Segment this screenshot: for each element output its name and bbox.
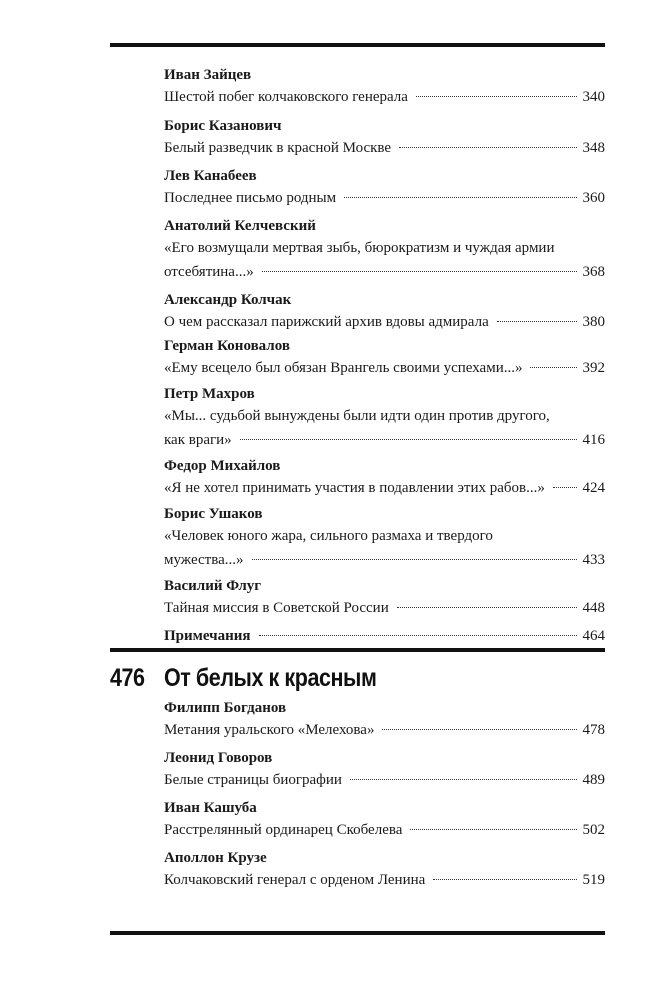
dot-leader: [553, 487, 577, 488]
entry-author: Лев Канабеев: [164, 168, 257, 184]
entry-author: Иван Зайцев: [164, 67, 252, 83]
entry-page: 348: [582, 140, 605, 156]
entry-title-line: [164, 356, 605, 380]
entry-title-line: [164, 136, 605, 160]
dot-leader: [382, 729, 576, 730]
toc-entry[interactable]: [164, 336, 605, 380]
entry-title: Белые страницы биографии: [164, 772, 342, 788]
entry-title-line: [164, 260, 605, 284]
notes-label: Примечания: [164, 628, 251, 644]
entry-title: Тайная миссия в Советской России: [164, 600, 389, 616]
entry-page: 519: [582, 872, 605, 888]
entry-page: 360: [582, 190, 605, 206]
entry-title-cont: как враги»: [164, 432, 232, 448]
entry-author: Филипп Богданов: [164, 700, 287, 716]
toc-entry[interactable]: [164, 166, 605, 210]
toc-entry[interactable]: [164, 798, 605, 842]
entry-page: 478: [582, 722, 605, 738]
dot-leader: [416, 96, 577, 97]
entry-title-line: [164, 868, 605, 892]
toc-notes-entry[interactable]: [164, 624, 605, 648]
entry-author: Герман Коновалов: [164, 338, 290, 354]
dot-leader: [397, 607, 577, 608]
toc-entry[interactable]: [164, 848, 605, 892]
entry-author: Иван Кашуба: [164, 800, 257, 816]
top-rule: [110, 43, 605, 47]
entry-author: Аполлон Крузе: [164, 850, 267, 866]
section-page-number: 476: [110, 664, 145, 692]
entry-page: 368: [582, 264, 605, 280]
section-title: От белых к красным: [164, 664, 377, 692]
entry-author: Александр Колчак: [164, 292, 292, 308]
toc-entry[interactable]: [164, 216, 605, 284]
entry-page: 489: [582, 772, 605, 788]
entry-author: Леонид Говоров: [164, 750, 273, 766]
entry-title-line: [164, 548, 605, 572]
entry-title: Белый разведчик в красной Москве: [164, 140, 392, 156]
toc-entry[interactable]: [164, 116, 605, 160]
entry-title-line: [164, 85, 605, 109]
bottom-rule: [110, 931, 605, 935]
dot-leader: [262, 271, 577, 272]
entry-title: Метания уральского «Мелехова»: [164, 722, 375, 738]
notes-line: [164, 624, 605, 648]
entry-title-line: [164, 768, 605, 792]
toc-entry[interactable]: [164, 576, 605, 620]
entry-title-line: [164, 186, 605, 210]
entry-page: 416: [582, 432, 605, 448]
entry-page: 433: [582, 552, 605, 568]
entry-title-line: [164, 718, 605, 742]
entry-author: Федор Михайлов: [164, 458, 281, 474]
entry-title-line: [164, 596, 605, 620]
entry-title-line: [164, 818, 605, 842]
entry-author: Василий Флуг: [164, 578, 262, 594]
entry-title: «Я не хотел принимать участия в подавлении этих рабов...»: [164, 480, 545, 496]
dot-leader: [344, 197, 576, 198]
dot-leader: [259, 635, 577, 636]
entry-author: Петр Махров: [164, 386, 255, 402]
entry-title-cont: отсебятина...»: [164, 264, 254, 280]
entry-title: «Человек юного жара, сильного размаха и твердого: [164, 528, 493, 544]
entry-title-line: [164, 476, 605, 500]
entry-title-line: [164, 310, 605, 334]
entry-title: Последнее письмо родным: [164, 190, 337, 206]
dot-leader: [350, 779, 577, 780]
dot-leader: [410, 829, 576, 830]
entry-title: О чем рассказал парижский архив вдовы адмирала: [164, 314, 489, 330]
toc-entry[interactable]: [164, 384, 605, 452]
dot-leader: [399, 147, 576, 148]
toc-entry[interactable]: [164, 698, 605, 742]
toc-entry[interactable]: [164, 65, 605, 109]
toc-entry[interactable]: [164, 748, 605, 792]
entry-author: Борис Ушаков: [164, 506, 263, 522]
entry-title-line: [164, 428, 605, 452]
dot-leader: [240, 439, 577, 440]
dot-leader: [433, 879, 576, 880]
section-header[interactable]: [110, 648, 605, 702]
entry-title: Расстрелянный ординарец Скобелева: [164, 822, 403, 838]
entry-title: «Его возмущали мертвая зыбь, бюрократизм и чуждая армии: [164, 240, 555, 256]
entry-title-line: [164, 524, 605, 548]
entry-title: Шестой побег колчаковского генерала: [164, 89, 408, 105]
entry-page: 448: [582, 600, 605, 616]
toc-entry[interactable]: [164, 456, 605, 500]
notes-page: 464: [582, 628, 605, 644]
toc-entry[interactable]: [164, 504, 605, 572]
entry-page: 502: [582, 822, 605, 838]
entry-title: «Ему всецело был обязан Врангель своими успехами...»: [164, 360, 523, 376]
toc-entry[interactable]: [164, 290, 605, 334]
entry-author: Борис Казанович: [164, 118, 282, 134]
entry-page: 392: [582, 360, 605, 376]
entry-page: 380: [582, 314, 605, 330]
dot-leader: [497, 321, 577, 322]
entry-title-line: [164, 236, 605, 260]
entry-title: Колчаковский генерал с орденом Ленина: [164, 872, 426, 888]
entry-title-cont: мужества...»: [164, 552, 244, 568]
dot-leader: [530, 367, 576, 368]
entry-author: Анатолий Келчевский: [164, 218, 316, 234]
entry-title-line: [164, 404, 605, 428]
entry-title: «Мы... судьбой вынуждены были идти один против другого,: [164, 408, 550, 424]
dot-leader: [252, 559, 577, 560]
entry-page: 424: [582, 480, 605, 496]
entry-page: 340: [582, 89, 605, 105]
